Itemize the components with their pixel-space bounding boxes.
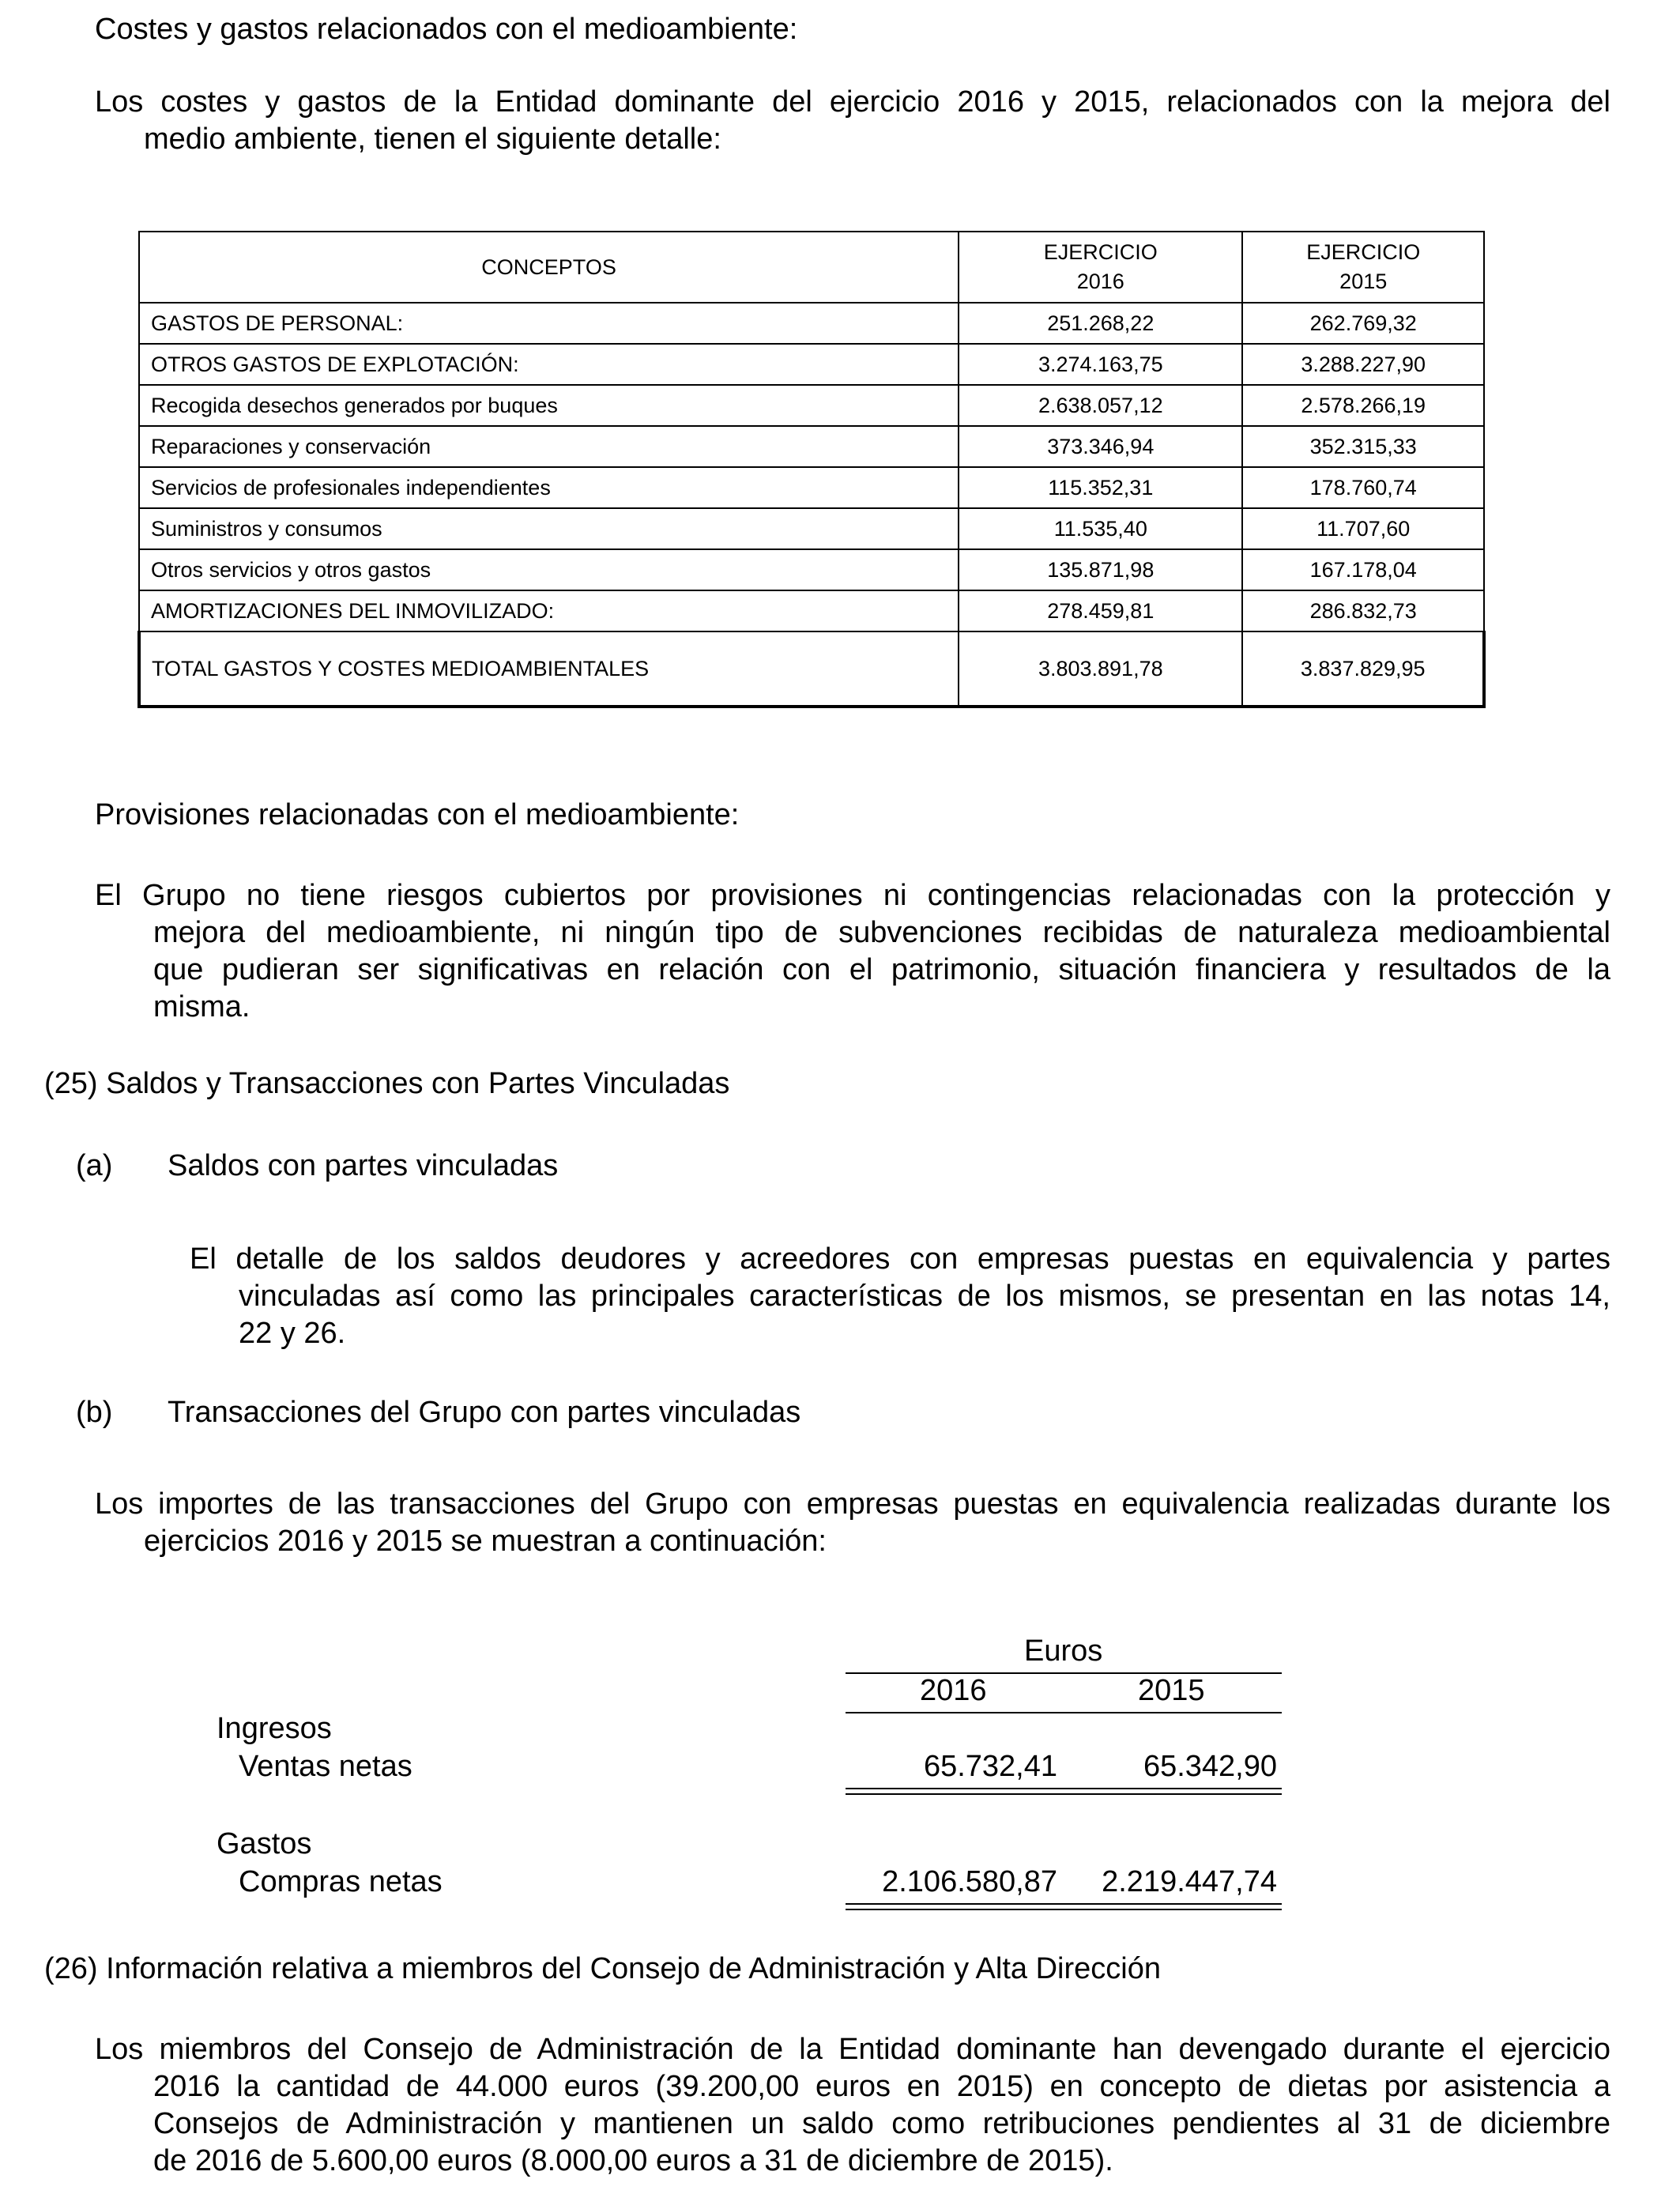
table-row	[139, 467, 1484, 508]
paragraph-line: misma.	[153, 990, 250, 1023]
subsection-marker-b: (b)	[76, 1396, 113, 1429]
row-value-2016: 251.268,22	[959, 303, 1242, 344]
paragraph-line: 22 y 26.	[239, 1317, 346, 1350]
header-rule	[846, 1672, 1282, 1674]
row-value-2016: 2.638.057,12	[959, 385, 1242, 426]
table-row	[139, 426, 1484, 467]
paragraph-line: Los importes de las transacciones del Grupo con empresas puestas en equivalencia realizadas durante los	[95, 1487, 1610, 1521]
section-heading-provisions: Provisiones relacionadas con el medioambiente:	[95, 798, 740, 831]
total-value-2015: 3.837.829,95	[1242, 631, 1484, 707]
paragraph-line: 2016 la cantidad de 44.000 euros (39.200,00 euros en 2015) en concepto de dietas por asistencia a	[153, 2070, 1610, 2103]
total-value-2016: 3.803.891,78	[959, 631, 1242, 707]
row-concept: Recogida desechos generados por buques	[139, 385, 959, 426]
header-label: EJERCICIO	[1306, 240, 1421, 264]
paragraph-line: Consejos de Administración y mantienen un saldo como retribuciones pendientes al 31 de diciembre	[153, 2107, 1610, 2140]
header-year: 2015	[1339, 270, 1388, 293]
paragraph-line: El Grupo no tiene riesgos cubiertos por provisiones ni contingencias relacionadas con la protección y	[95, 879, 1610, 912]
row-concept: GASTOS DE PERSONAL:	[139, 303, 959, 344]
environment-costs-table	[137, 231, 1486, 708]
row-concept: Otros servicios y otros gastos	[139, 549, 959, 590]
double-underline	[846, 1903, 1282, 1910]
row-value-2015: 178.760,74	[1242, 467, 1484, 508]
value-ventas-2015: 65.342,90	[1143, 1750, 1277, 1783]
row-value-2016: 11.535,40	[959, 508, 1242, 549]
table-row	[139, 303, 1484, 344]
row-concept: AMORTIZACIONES DEL INMOVILIZADO:	[139, 590, 959, 631]
paragraph-line: vinculadas así como las principales características de los mismos, se presentan en las notas 14,	[239, 1280, 1610, 1313]
row-concept: OTROS GASTOS DE EXPLOTACIÓN:	[139, 344, 959, 385]
paragraph-line: Los costes y gastos de la Entidad dominante del ejercicio 2016 y 2015, relacionados con la mejora del	[95, 85, 1610, 119]
table-row	[139, 344, 1484, 385]
paragraph-line: Los miembros del Consejo de Administración de la Entidad dominante han devengado durante el ejercicio	[95, 2033, 1610, 2066]
subsection-title-b: Transacciones del Grupo con partes vinculadas	[168, 1396, 801, 1429]
paragraph-line: medio ambiente, tienen el siguiente detalle:	[144, 123, 721, 156]
paragraph-line: El detalle de los saldos deudores y acreedores con empresas puestas en equivalencia y partes	[190, 1242, 1610, 1276]
header-year: 2016	[1076, 270, 1124, 293]
section-heading-25: (25) Saldos y Transacciones con Partes Vinculadas	[44, 1067, 730, 1100]
subsection-marker-a: (a)	[76, 1149, 113, 1182]
header-rule	[846, 1712, 1282, 1713]
row-value-2015: 3.288.227,90	[1242, 344, 1484, 385]
row-concept: Servicios de profesionales independientes	[139, 467, 959, 508]
table-row	[139, 590, 1484, 631]
table-row	[139, 508, 1484, 549]
paragraph-line: ejercicios 2016 y 2015 se muestran a continuación:	[144, 1525, 827, 1558]
value-ventas-2016: 65.732,41	[923, 1750, 1057, 1783]
row-value-2015: 262.769,32	[1242, 303, 1484, 344]
section-heading-environment-costs: Costes y gastos relacionados con el medioambiente:	[95, 13, 798, 46]
group-label-gastos: Gastos	[217, 1827, 312, 1860]
row-value-2015: 11.707,60	[1242, 508, 1484, 549]
table-row	[139, 385, 1484, 426]
paragraph-subsection-a	[190, 1241, 1610, 1352]
header-concepts: CONCEPTOS	[139, 232, 959, 303]
table-header-row	[139, 232, 1484, 303]
total-concept: TOTAL GASTOS Y COSTES MEDIOAMBIENTALES	[139, 631, 959, 707]
unit-label-euros: Euros	[1024, 1634, 1103, 1668]
table-total-row	[139, 631, 1484, 707]
row-label-ventas-netas: Ventas netas	[239, 1750, 412, 1783]
value-compras-2016: 2.106.580,87	[882, 1865, 1057, 1898]
paragraph-line: mejora del medioambiente, ni ningún tipo de subvenciones recibidas de naturaleza medioambiental	[153, 916, 1610, 949]
row-value-2016: 278.459,81	[959, 590, 1242, 631]
value-compras-2015: 2.219.447,74	[1102, 1865, 1277, 1898]
header-ejercicio-2015	[1242, 232, 1484, 303]
paragraph-line: que pudieran ser significativas en relación con el patrimonio, situación financiera y resultados de la	[153, 953, 1610, 986]
paragraph-provisions	[95, 877, 1610, 1026]
paragraph-environment-intro	[95, 84, 1610, 158]
header-label: EJERCICIO	[1043, 240, 1158, 264]
subsection-title-a: Saldos con partes vinculadas	[168, 1149, 559, 1182]
column-header-2015: 2015	[1138, 1674, 1205, 1707]
row-value-2015: 167.178,04	[1242, 549, 1484, 590]
row-value-2015: 2.578.266,19	[1242, 385, 1484, 426]
row-concept: Reparaciones y conservación	[139, 426, 959, 467]
table-row	[139, 549, 1484, 590]
row-value-2016: 135.871,98	[959, 549, 1242, 590]
paragraph-subsection-b	[95, 1486, 1610, 1560]
row-concept: Suministros y consumos	[139, 508, 959, 549]
column-header-2016: 2016	[920, 1674, 987, 1707]
row-label-compras-netas: Compras netas	[239, 1865, 443, 1898]
row-value-2016: 3.274.163,75	[959, 344, 1242, 385]
double-underline	[846, 1788, 1282, 1795]
header-ejercicio-2016	[959, 232, 1242, 303]
row-value-2016: 115.352,31	[959, 467, 1242, 508]
paragraph-line: de 2016 de 5.600,00 euros (8.000,00 euros a 31 de diciembre de 2015).	[153, 2144, 1113, 2177]
row-value-2016: 373.346,94	[959, 426, 1242, 467]
section-heading-26: (26) Información relativa a miembros del Consejo de Administración y Alta Dirección	[44, 1952, 1161, 1985]
paragraph-section-26	[95, 2031, 1610, 2180]
row-value-2015: 286.832,73	[1242, 590, 1484, 631]
row-value-2015: 352.315,33	[1242, 426, 1484, 467]
group-label-ingresos: Ingresos	[217, 1712, 332, 1745]
